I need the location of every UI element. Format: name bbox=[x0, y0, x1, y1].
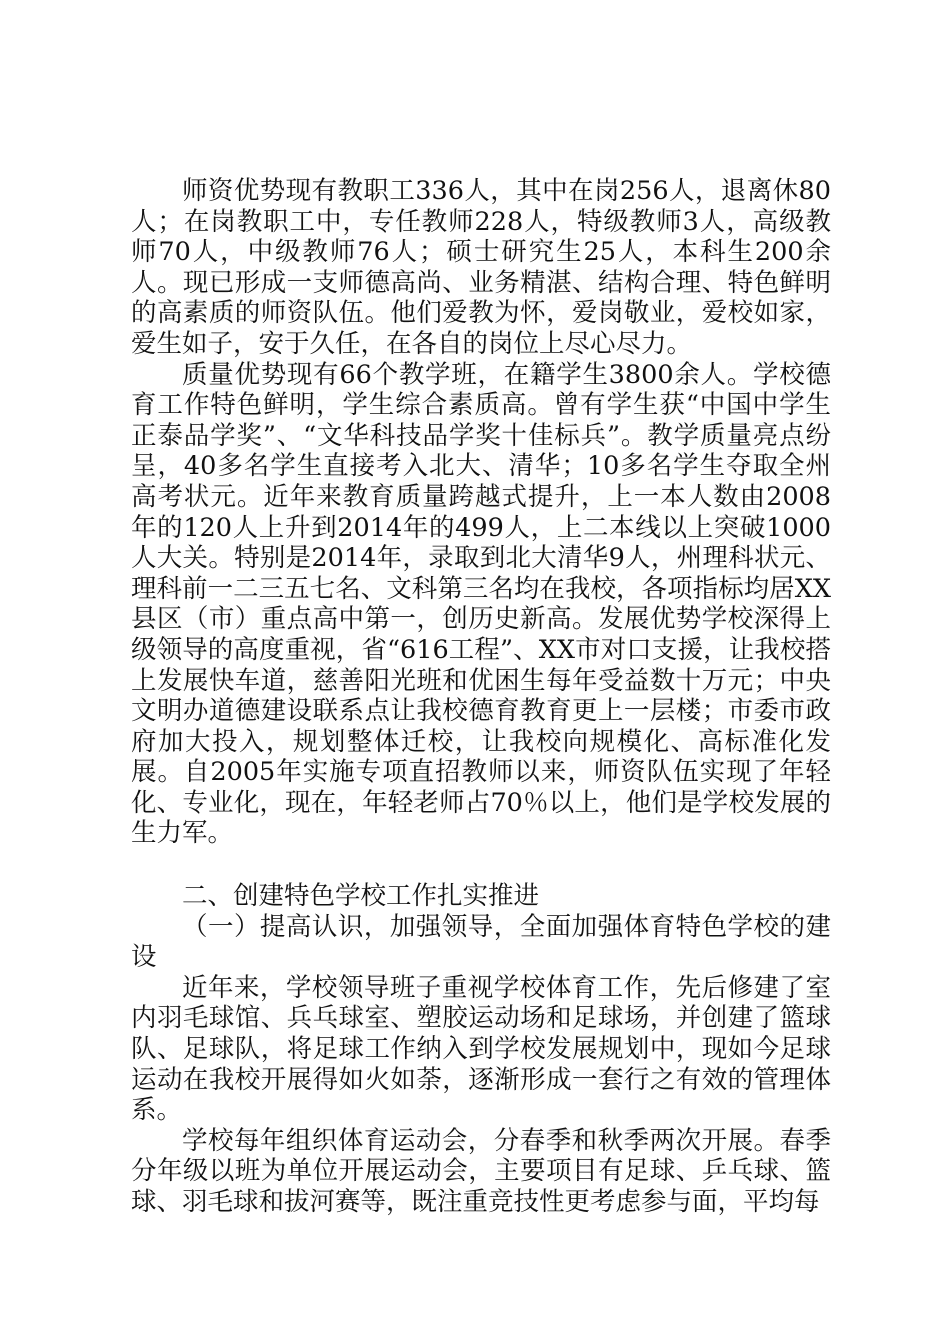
paragraph-sports-meet: 学校每年组织体育运动会，分春季和秋季两次开展。春季分年级以班为单位开展运动会，主要项目有足球、乒乓球、篮球、羽毛球和拔河赛等，既注重竞技性更考虑参与面，平均每 bbox=[131, 1125, 831, 1217]
paragraph-quality-advantage: 质量优势现有66个教学班，在籍学生3800余人。学校德育工作特色鲜明，学生综合素质高。曾有学生获“中国中学生正泰品学奖”、“文华科技品学奖十佳标兵”。教学质量亮点纷呈，40多名学生直接考入北大、清华；10多名学生夺取全州高考状元。近年来教育质量跨越式提升，上一本人数由2008年的120人上升到2014年的499人，上二本线以上突破1000人大关。特别是2014年，录取到北大清华9人，州理科状元、理科前一二三五七名、文科第三名均在我校，各项指标均居XX县区（市）重点高中第一，创历史新高。发展优势学校深得上级领导的高度重视，省“616工程”、XX市对口支援，让我校搭上发展快车道，慈善阳光班和优困生每年受益数十万元；中央文明办道德建设联系点让我校德育教育更上一层楼；市委市政府加大投入，规划整体迁校，让我校向规模化、高标准化发展。自2005年实施专项直招教师以来，师资队伍实现了年轻化、专业化，现在，年轻老师占70％以上，他们是学校发展的生力军。 bbox=[131, 359, 831, 849]
paragraph-sports-facilities: 近年来，学校领导班子重视学校体育工作，先后修建了室内羽毛球馆、兵乓球室、塑胶运动场和足球场，并创建了篮球队、足球队，将足球工作纳入到学校发展规划中，现如今足球运动在我校开展得如火如荼，逐渐形成一套行之有效的管理体系。 bbox=[131, 972, 831, 1126]
section-heading: 二、创建特色学校工作扎实推进 bbox=[182, 881, 540, 912]
subsection-heading: （一）提高认识，加强领导，全面加强体育特色学校的建设 bbox=[131, 911, 831, 973]
document-page bbox=[131, 176, 831, 1218]
paragraph-teacher-advantage: 师资优势现有教职工336人，其中在岗256人，退离休80人；在岗教职工中，专任教师228人，特级教师3人，高级教师70人，中级教师76人；硕士研究生25人，本科生200余人。现已形成一支师德高尚、业务精湛、结构合理、特色鲜明的高素质的师资队伍。他们爱教为怀，爱岗敬业，爱校如家，爱生如子，安于久任，在各自的岗位上尽心尽力。 bbox=[131, 176, 831, 359]
section-spacer bbox=[131, 849, 831, 881]
